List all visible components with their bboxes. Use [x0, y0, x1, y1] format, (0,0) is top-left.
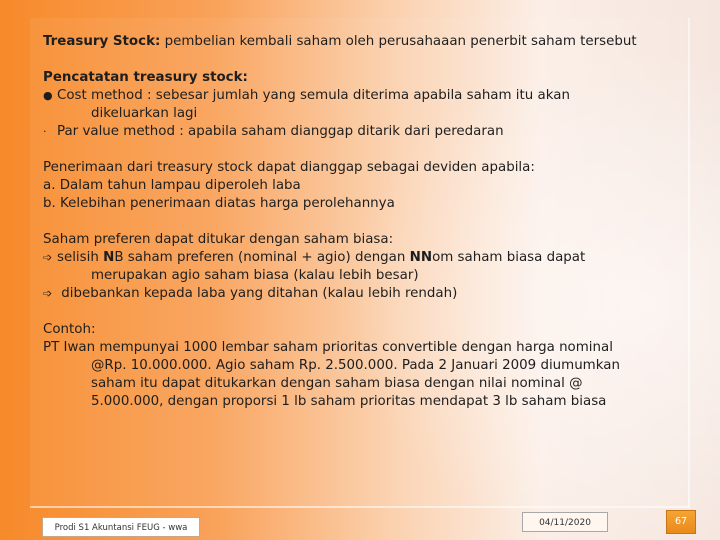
- footer-program-label: Prodi S1 Akuntansi FEUG - wwa: [42, 517, 200, 537]
- saham-preferen-heading: Saham preferen dapat ditukar dengan saham biasa:: [43, 232, 394, 247]
- treasury-stock-definition: [43, 33, 683, 51]
- contoh-line-3: saham itu dapat ditukarkan dengan saham biasa dengan nilai nominal @: [91, 376, 583, 391]
- bullet-small-icon: ·: [43, 125, 47, 138]
- pencatatan-section: [43, 69, 683, 141]
- par-value-method-item: [43, 123, 683, 141]
- arrow-right-icon: ➩: [43, 251, 53, 264]
- cost-method-text: Cost method : sebesar jumlah yang semula diterima apabila saham itu akan: [57, 88, 570, 103]
- cost-method-item: [43, 87, 683, 105]
- contoh-section: [43, 321, 683, 411]
- cost-method-text-cont: dikeluarkan lagi: [91, 106, 198, 121]
- bullet-dot-icon: ●: [43, 89, 53, 102]
- penerimaan-section: [43, 159, 683, 213]
- contoh-line-2: @Rp. 10.000.000. Agio saham Rp. 2.500.000. Pada 2 Januari 2009 diumumkan: [91, 358, 620, 373]
- contoh-heading: Contoh:: [43, 322, 96, 337]
- contoh-line-4: 5.000.000, dengan proporsi 1 lb saham prioritas mendapat 3 lb saham biasa: [91, 394, 607, 409]
- selisih-item: ➩ selisih NB saham preferen (nominal + agio) dengan NNom saham biasa dapat: [43, 250, 586, 265]
- slide-page-number: 67: [666, 510, 696, 534]
- penerimaan-item-a: a. Dalam tahun lampau diperoleh laba: [43, 178, 301, 193]
- term-treasury-stock: Treasury Stock:: [43, 34, 161, 49]
- dibebankan-item: [43, 285, 683, 303]
- pencatatan-heading: Pencatatan treasury stock:: [43, 70, 248, 85]
- penerimaan-heading: Penerimaan dari treasury stock dapat dianggap sebagai deviden apabila:: [43, 160, 535, 175]
- contoh-line-1: PT Iwan mempunyai 1000 lembar saham prioritas convertible dengan harga nominal: [43, 340, 613, 355]
- penerimaan-item-b: b. Kelebihan penerimaan diatas harga perolehannya: [43, 196, 395, 211]
- saham-preferen-section: [43, 231, 683, 303]
- par-value-method-text: Par value method : apabila saham dianggap ditarik dari peredaran: [57, 124, 504, 139]
- arrow-right-icon: ➩: [43, 287, 53, 300]
- slide-content: [43, 33, 683, 429]
- treasury-stock-definition-text: pembelian kembali saham oleh perusahaaan penerbit saham tersebut: [160, 34, 637, 49]
- selisih-item-cont: merupakan agio saham biasa (kalau lebih besar): [91, 268, 419, 283]
- footer-date: 04/11/2020: [522, 512, 608, 532]
- dibebankan-text: dibebankan kepada laba yang ditahan (kalau lebih rendah): [57, 286, 458, 301]
